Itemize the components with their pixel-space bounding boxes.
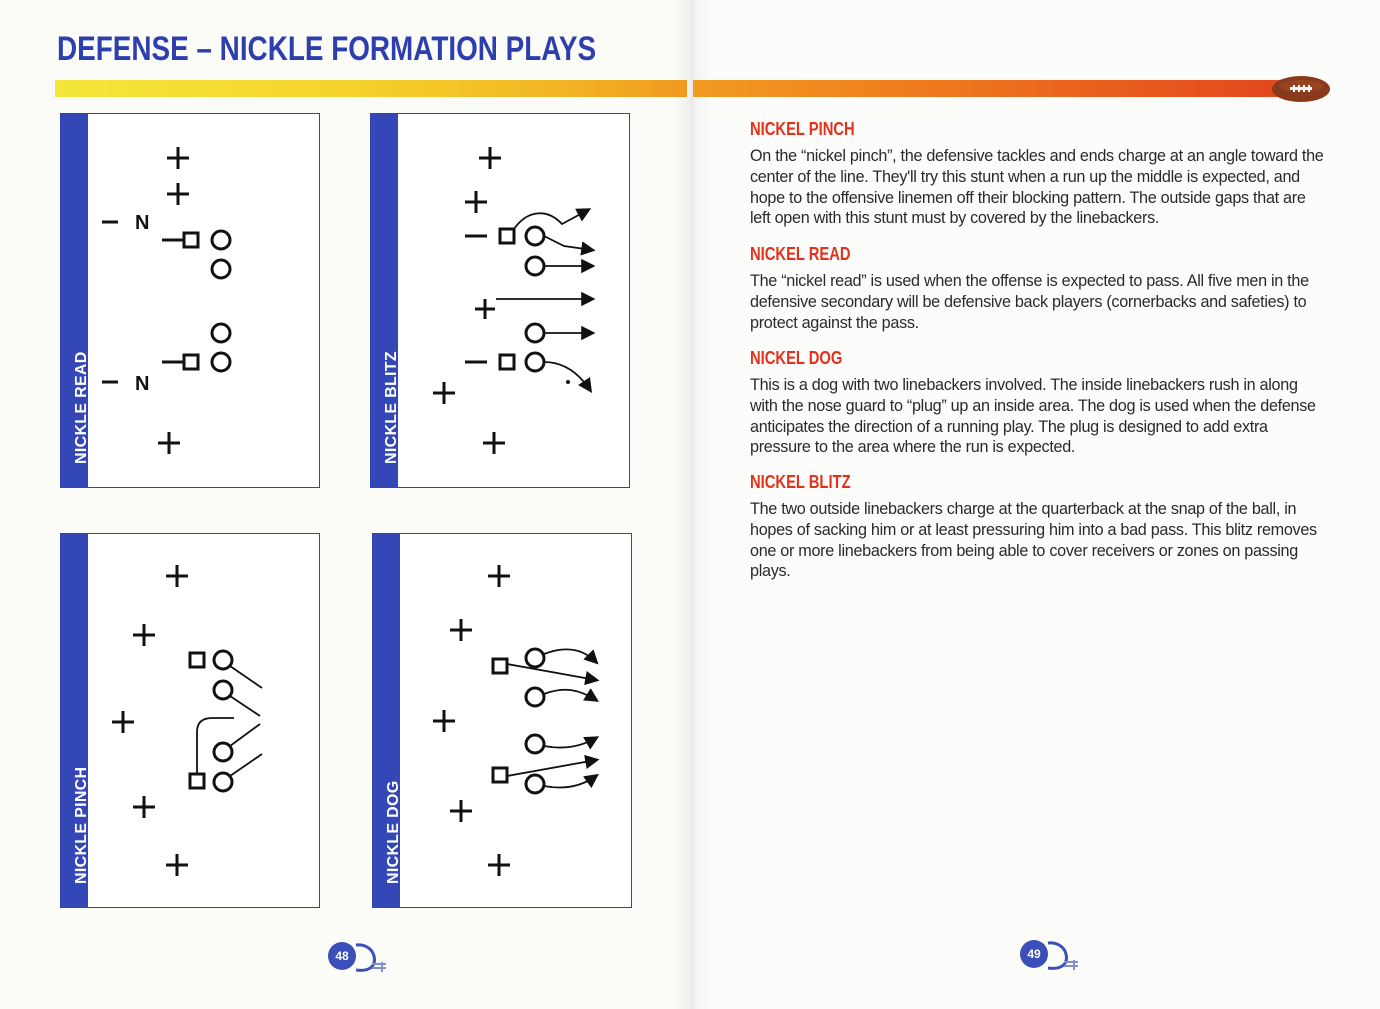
section-nickel-blitz	[750, 472, 1328, 582]
section-body: This is a dog with two linebackers involved. The inside linebackers rush in along with the nose guard to “plug” up an inside area. The dog is used when the defense anticipates the direction of a running play. The plug is designed to add extra pressure to the area where the run is expected.	[750, 376, 1316, 457]
svg-text:N: N	[135, 373, 150, 395]
section-heading: NICKEL PINCH	[750, 119, 855, 139]
play-diagram-field	[400, 534, 630, 906]
section-nickel-dog	[750, 348, 1328, 458]
play-diagram-field	[398, 114, 628, 486]
header-rule-left	[55, 80, 687, 97]
diagram-label: NICKLE READ	[73, 351, 90, 464]
section-heading: NICKEL READ	[750, 244, 851, 264]
section-heading: NICKEL DOG	[750, 348, 843, 368]
play-diagram-field	[88, 534, 318, 906]
header-rule-right	[693, 80, 1283, 97]
page-number-text: 48	[328, 942, 356, 970]
diagram-label-band	[61, 114, 88, 487]
section-heading: NICKEL BLITZ	[750, 472, 851, 492]
section-nickel-read	[750, 244, 1328, 333]
diagram-label: NICKLE DOG	[385, 780, 402, 884]
diagram-nickle-pinch	[60, 533, 320, 908]
page-number-right	[1020, 940, 1080, 974]
diagram-label: NICKLE PINCH	[73, 766, 90, 884]
section-body: The two outside linebackers charge at the quarterback at the snap of the ball, in hopes of sacking him or at least pressuring him into a bad pass. This blitz removes one or more linebackers from being able to cover receivers or zones on passing plays.	[750, 500, 1317, 581]
section-body: The “nickel read” is used when the offense is expected to pass. All five men in the defensive secondary will be defensive back players (cornerbacks and safeties) to protect against the pass.	[750, 272, 1309, 332]
diagram-label: NICKLE BLITZ	[383, 351, 400, 464]
diagram-label-band	[373, 534, 400, 907]
diagram-label-band	[371, 114, 398, 487]
book-spine	[672, 0, 712, 1009]
helmet-icon	[1034, 940, 1080, 974]
page-number-left	[328, 942, 388, 976]
helmet-icon	[342, 942, 388, 976]
diagram-nickle-dog	[372, 533, 632, 908]
diagram-label-band	[61, 534, 88, 907]
page-title: DEFENSE – NICKLE FORMATION PLAYS	[57, 30, 597, 68]
section-body: On the “nickel pinch”, the defensive tackles and ends charge at an angle toward the center of the line. They'll try this stunt when a run up the middle is expected, and hope to the offensive linemen off their blocking pattern. The outside gaps that are left open with this stunt must by covered by the linebackers.	[750, 147, 1324, 228]
section-nickel-pinch	[750, 119, 1328, 229]
football-icon	[1270, 74, 1332, 104]
diagram-nickle-read	[60, 113, 320, 488]
diagram-nickle-blitz	[370, 113, 630, 488]
play-diagram-field	[88, 114, 318, 486]
page-number-text: 49	[1020, 940, 1048, 968]
svg-text:N: N	[135, 212, 150, 234]
